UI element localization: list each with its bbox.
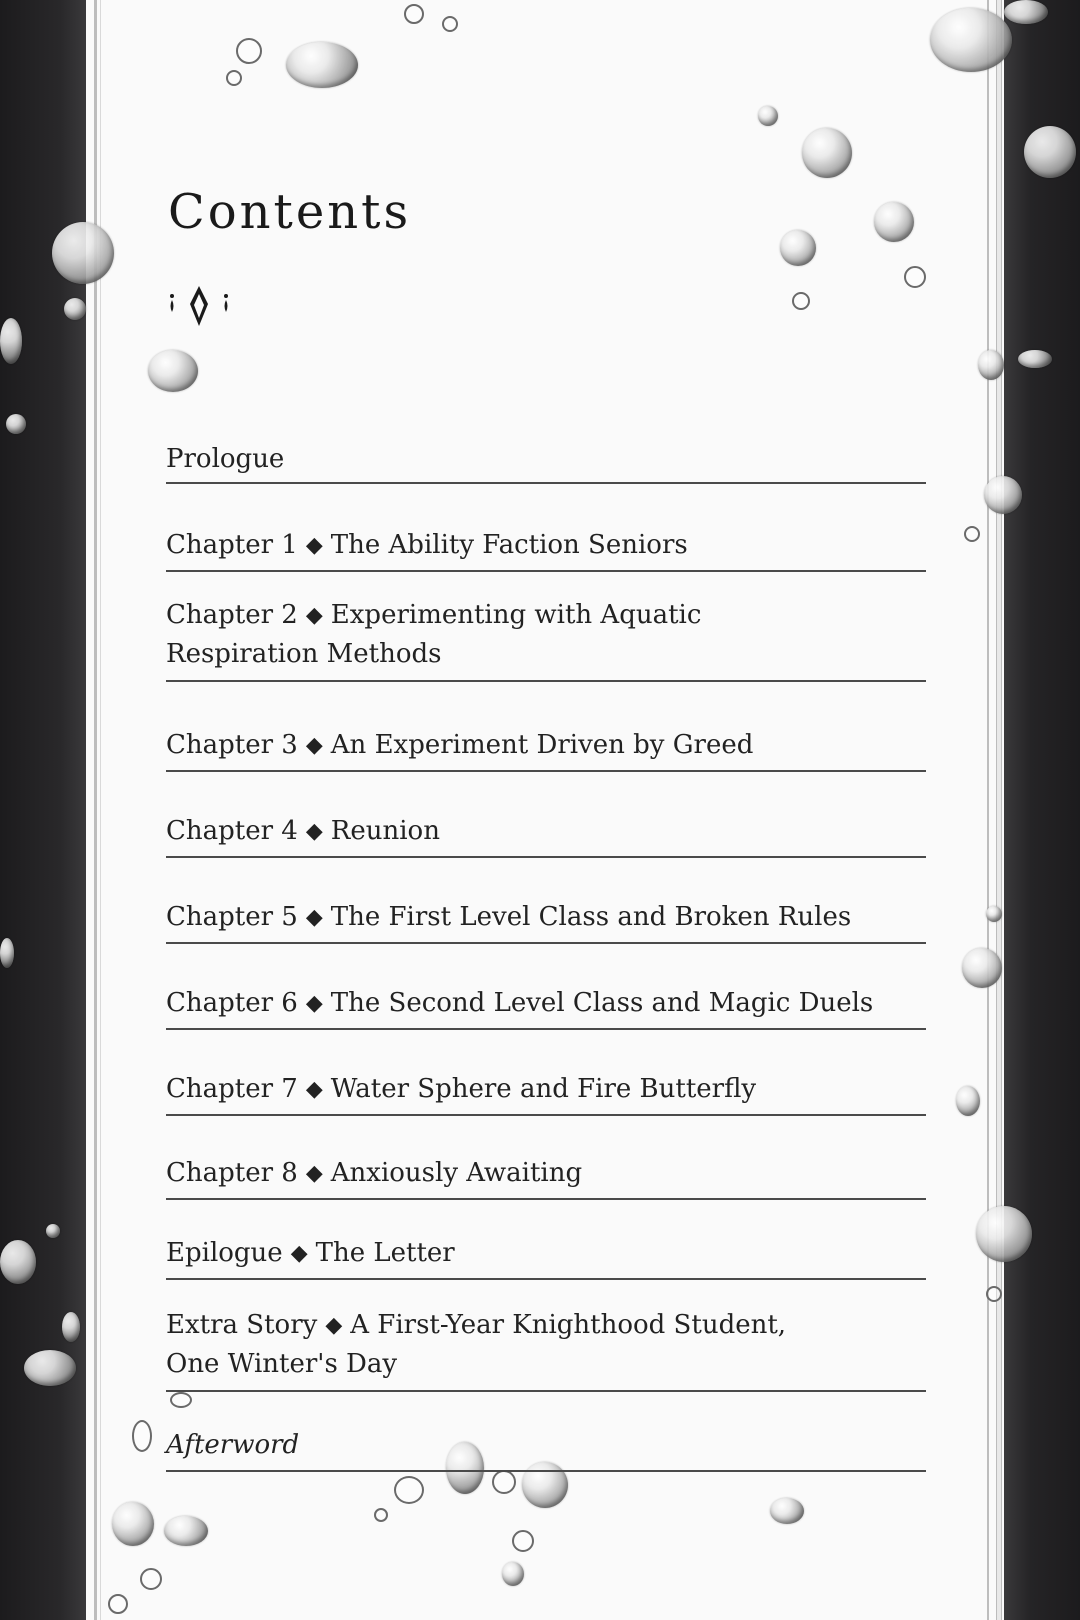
water-bubble-icon <box>780 230 816 266</box>
water-bubble-icon <box>112 1502 154 1546</box>
toc-entry-prologue[interactable]: Prologue <box>166 440 926 484</box>
water-bubble-icon <box>984 476 1022 514</box>
toc-entry-chapter-3[interactable]: Chapter 3 ◆ An Experiment Driven by Greed <box>166 726 926 772</box>
water-bubble-icon <box>46 1224 60 1238</box>
water-bubble-icon <box>758 106 778 126</box>
water-bubble-icon <box>976 1206 1032 1262</box>
toc-entry-chapter-4[interactable]: Chapter 4 ◆ Reunion <box>166 812 926 858</box>
water-bubble-icon <box>24 1350 76 1386</box>
water-bubble-icon <box>0 938 14 968</box>
toc-entry-chapter-5[interactable]: Chapter 5 ◆ The First Level Class and Broken Rules <box>166 898 926 944</box>
water-bubble-icon <box>986 906 1002 922</box>
toc-entry-epilogue[interactable]: Epilogue ◆ The Letter <box>166 1234 926 1280</box>
water-bubble-icon <box>170 1392 192 1408</box>
water-bubble-icon <box>962 948 1002 988</box>
water-bubble-icon <box>226 70 242 86</box>
separator-diamond-icon: ◆ <box>305 733 323 758</box>
water-bubble-icon <box>986 1286 1002 1302</box>
separator-diamond-icon: ◆ <box>305 819 323 844</box>
dark-right-border <box>1004 0 1080 1620</box>
separator-diamond-icon: ◆ <box>305 905 323 930</box>
water-bubble-icon <box>52 222 114 284</box>
water-bubble-icon <box>108 1594 128 1614</box>
toc-entry-afterword[interactable]: Afterword <box>166 1426 926 1472</box>
water-bubble-icon <box>964 526 980 542</box>
water-bubble-icon <box>374 1508 388 1522</box>
separator-diamond-icon: ◆ <box>305 1077 323 1102</box>
water-bubble-icon <box>6 414 26 434</box>
water-bubble-icon <box>286 42 358 88</box>
toc-entry-chapter-6[interactable]: Chapter 6 ◆ The Second Level Class and Magic Duels <box>166 984 926 1030</box>
separator-diamond-icon: ◆ <box>305 991 323 1016</box>
water-bubble-icon <box>62 1312 80 1342</box>
diamond-drop-ornament-icon <box>166 284 232 330</box>
toc-entry-chapter-7[interactable]: Chapter 7 ◆ Water Sphere and Fire Butterfly <box>166 1070 926 1116</box>
frame-line-right-outer <box>996 0 1002 1620</box>
separator-diamond-icon: ◆ <box>325 1313 343 1338</box>
water-bubble-icon <box>394 1476 424 1504</box>
water-bubble-icon <box>770 1498 804 1524</box>
water-bubble-icon <box>904 266 926 288</box>
water-bubble-icon <box>164 1516 208 1546</box>
water-bubble-icon <box>1024 126 1076 178</box>
separator-diamond-icon: ◆ <box>305 1161 323 1186</box>
water-bubble-icon <box>0 318 22 364</box>
water-bubble-icon <box>442 16 458 32</box>
water-bubble-icon <box>874 202 914 242</box>
water-bubble-icon <box>236 38 262 64</box>
water-bubble-icon <box>1018 350 1052 368</box>
separator-diamond-icon: ◆ <box>305 603 323 628</box>
water-bubble-icon <box>0 1240 36 1284</box>
water-bubble-icon <box>1004 0 1048 24</box>
water-bubble-icon <box>132 1420 152 1452</box>
water-bubble-icon <box>792 292 810 310</box>
page-title: Contents <box>168 184 412 240</box>
frame-line-right-inner <box>987 0 989 1620</box>
water-bubble-icon <box>64 298 86 320</box>
water-bubble-icon <box>956 1086 980 1116</box>
separator-diamond-icon: ◆ <box>290 1241 308 1266</box>
water-bubble-icon <box>978 350 1004 380</box>
water-bubble-icon <box>930 8 1012 72</box>
toc-entry-chapter-1[interactable]: Chapter 1 ◆ The Ability Faction Seniors <box>166 526 926 572</box>
water-bubble-icon <box>802 128 852 178</box>
water-bubble-icon <box>512 1530 534 1552</box>
water-bubble-icon <box>148 350 198 392</box>
water-bubble-icon <box>140 1568 162 1590</box>
toc-entry-chapter-2[interactable]: Chapter 2 ◆ Experimenting with Aquatic Respiration Methods <box>166 596 926 682</box>
water-bubble-icon <box>492 1470 516 1494</box>
water-bubble-icon <box>502 1562 524 1586</box>
toc-entry-extra-story[interactable]: Extra Story ◆ A First-Year Knighthood Student, One Winter's Day <box>166 1306 926 1392</box>
separator-diamond-icon: ◆ <box>305 533 323 558</box>
toc-entry-chapter-8[interactable]: Chapter 8 ◆ Anxiously Awaiting <box>166 1154 926 1200</box>
water-bubble-icon <box>404 4 424 24</box>
